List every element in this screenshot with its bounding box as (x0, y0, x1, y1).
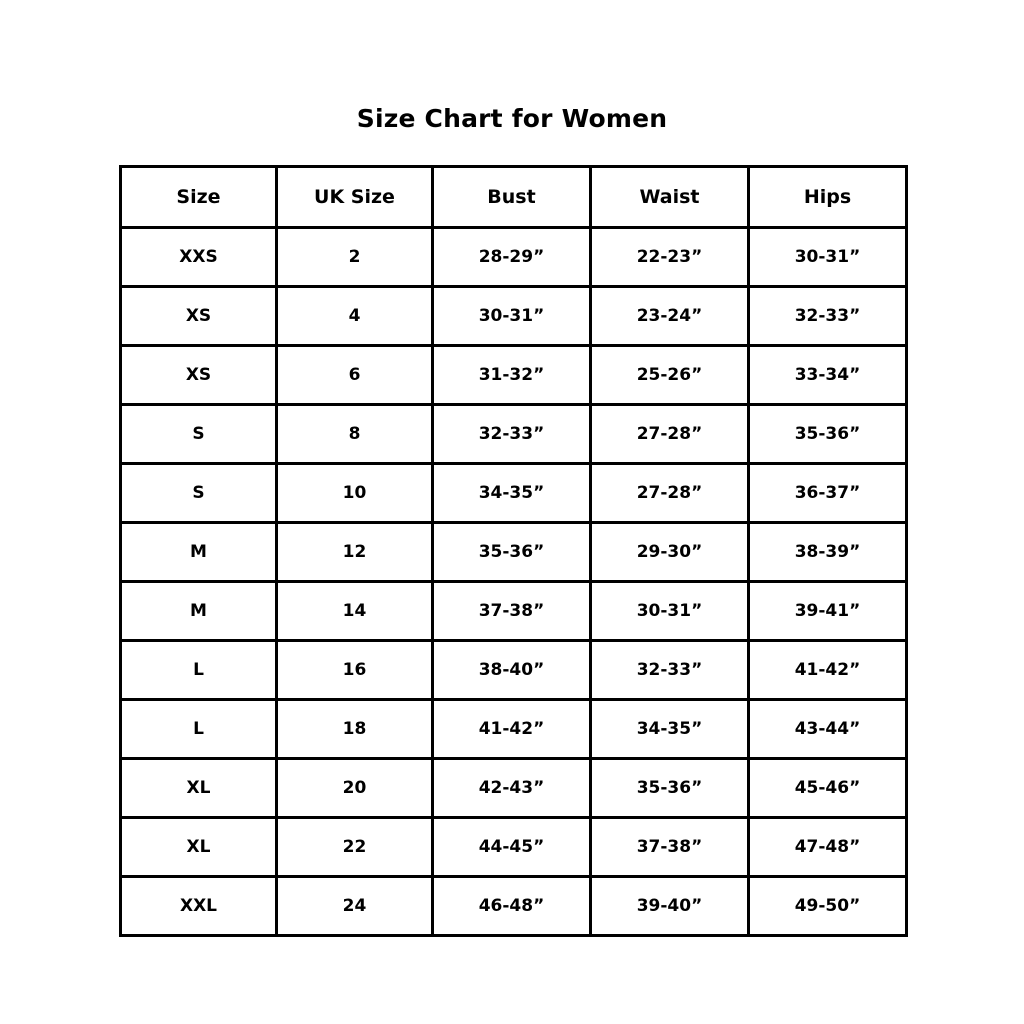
cell-waist: 32-33” (591, 641, 749, 700)
cell-hips: 41-42” (749, 641, 907, 700)
cell-hips: 38-39” (749, 523, 907, 582)
cell-waist: 29-30” (591, 523, 749, 582)
cell-bust: 37-38” (433, 582, 591, 641)
cell-bust: 32-33” (433, 405, 591, 464)
cell-size: M (121, 523, 277, 582)
cell-waist: 27-28” (591, 405, 749, 464)
table-header (121, 167, 907, 228)
column-header-uk-size: UK Size (277, 167, 433, 228)
cell-size: L (121, 641, 277, 700)
column-header-size: Size (121, 167, 277, 228)
table-row (121, 641, 907, 700)
cell-bust: 38-40” (433, 641, 591, 700)
cell-uk-size: 4 (277, 287, 433, 346)
cell-hips: 39-41” (749, 582, 907, 641)
table-row (121, 405, 907, 464)
table-row (121, 346, 907, 405)
table-row (121, 582, 907, 641)
cell-waist: 34-35” (591, 700, 749, 759)
cell-bust: 28-29” (433, 228, 591, 287)
cell-bust: 30-31” (433, 287, 591, 346)
cell-waist: 27-28” (591, 464, 749, 523)
column-header-hips: Hips (749, 167, 907, 228)
table-row (121, 700, 907, 759)
cell-size: XXS (121, 228, 277, 287)
cell-bust: 34-35” (433, 464, 591, 523)
cell-hips: 30-31” (749, 228, 907, 287)
column-header-bust: Bust (433, 167, 591, 228)
cell-uk-size: 22 (277, 818, 433, 877)
cell-uk-size: 20 (277, 759, 433, 818)
cell-hips: 33-34” (749, 346, 907, 405)
cell-size: XS (121, 346, 277, 405)
table-row (121, 818, 907, 877)
table-row (121, 287, 907, 346)
cell-waist: 37-38” (591, 818, 749, 877)
cell-uk-size: 12 (277, 523, 433, 582)
cell-waist: 35-36” (591, 759, 749, 818)
cell-bust: 31-32” (433, 346, 591, 405)
cell-hips: 49-50” (749, 877, 907, 936)
cell-bust: 42-43” (433, 759, 591, 818)
table-row (121, 228, 907, 287)
table-row (121, 877, 907, 936)
cell-size: S (121, 464, 277, 523)
cell-hips: 32-33” (749, 287, 907, 346)
cell-uk-size: 8 (277, 405, 433, 464)
table-row (121, 759, 907, 818)
cell-waist: 22-23” (591, 228, 749, 287)
cell-hips: 47-48” (749, 818, 907, 877)
cell-size: XL (121, 818, 277, 877)
cell-waist: 30-31” (591, 582, 749, 641)
cell-hips: 36-37” (749, 464, 907, 523)
page-title: Size Chart for Women (356, 104, 668, 133)
cell-hips: 43-44” (749, 700, 907, 759)
cell-uk-size: 24 (277, 877, 433, 936)
cell-uk-size: 16 (277, 641, 433, 700)
cell-uk-size: 18 (277, 700, 433, 759)
cell-uk-size: 14 (277, 582, 433, 641)
cell-size: L (121, 700, 277, 759)
cell-bust: 44-45” (433, 818, 591, 877)
cell-size: XXL (121, 877, 277, 936)
cell-size: S (121, 405, 277, 464)
cell-uk-size: 10 (277, 464, 433, 523)
table-header-row (121, 167, 907, 228)
cell-waist: 39-40” (591, 877, 749, 936)
column-header-waist: Waist (591, 167, 749, 228)
cell-waist: 23-24” (591, 287, 749, 346)
cell-bust: 35-36” (433, 523, 591, 582)
table-body (121, 228, 907, 936)
cell-bust: 41-42” (433, 700, 591, 759)
table-row (121, 464, 907, 523)
cell-uk-size: 6 (277, 346, 433, 405)
table-row (121, 523, 907, 582)
size-chart-table (119, 165, 908, 937)
cell-size: XS (121, 287, 277, 346)
cell-bust: 46-48” (433, 877, 591, 936)
cell-hips: 45-46” (749, 759, 907, 818)
cell-size: M (121, 582, 277, 641)
size-chart-table-container (119, 165, 905, 937)
cell-hips: 35-36” (749, 405, 907, 464)
cell-size: XL (121, 759, 277, 818)
cell-waist: 25-26” (591, 346, 749, 405)
cell-uk-size: 2 (277, 228, 433, 287)
